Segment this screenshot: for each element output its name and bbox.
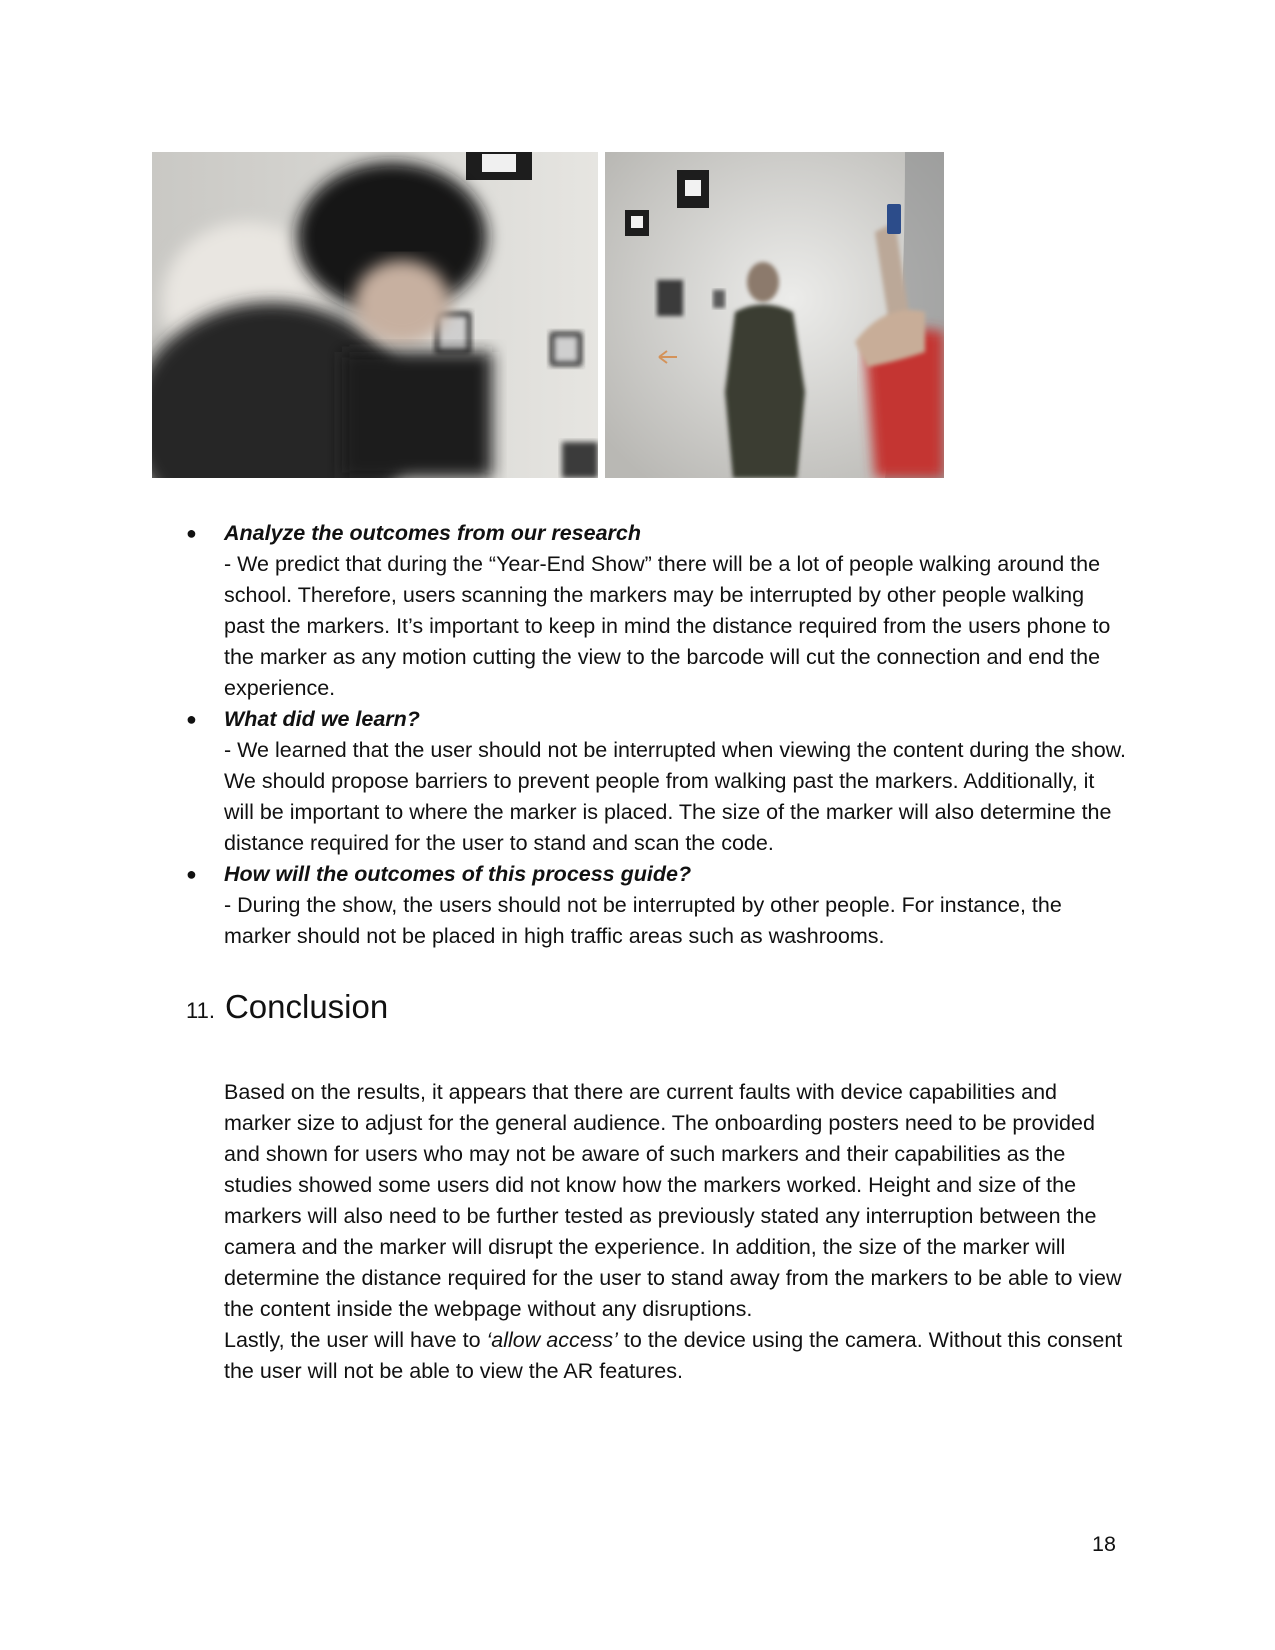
square-marker — [625, 210, 649, 236]
photo-left-illustration — [152, 152, 598, 478]
qr-marker — [657, 280, 683, 316]
list-item — [186, 859, 1126, 952]
bullet-title: What did we learn? — [224, 707, 420, 731]
section-number: 11. — [186, 998, 215, 1023]
bullet-icon: ● — [186, 523, 197, 543]
bullet-title: How will the outcomes of this process guide? — [224, 862, 692, 886]
conclusion-text — [224, 1077, 1129, 1387]
conclusion-text-run: Lastly, the user will have to — [224, 1328, 487, 1352]
bullet-body: - During the show, the users should not be interrupted by other people. For instance, the marker should not be placed in high traffic areas such as washrooms. — [224, 893, 1062, 948]
bullet-title: Analyze the outcomes from our research — [224, 521, 641, 545]
qr-marker — [713, 290, 725, 308]
list-item — [186, 704, 1126, 859]
section-title: Conclusion — [224, 988, 389, 1025]
photo-right-illustration — [605, 152, 944, 478]
bullet-icon: ● — [186, 709, 197, 729]
conclusion-text-run: to the device using the camera. Without this consent the user will not be able to view the AR features. — [224, 1328, 1123, 1383]
bullet-body: - We predict that during the “Year-End Show” there will be a lot of people walking around the school. Therefore, users scanning the markers may be interrupted by other people walking past the markers. It’s important to keep in mind the distance required from the users phone to the marker as any motion cutting the view to the barcode will cut the connection and end the experience. — [224, 552, 1111, 700]
allow-access-emphasis: ‘allow access’ — [486, 1328, 618, 1352]
conclusion-paragraph — [224, 1325, 1129, 1387]
section-heading — [186, 988, 388, 1026]
photo-person-walking-past-markers — [152, 152, 598, 478]
photo-users-scanning-markers — [605, 152, 944, 478]
page-number: 18 — [1092, 1532, 1116, 1556]
conclusion-paragraph: Based on the results, it appears that there are current faults with device capabilities and marker size to adjust for the general audience. The onboarding posters need to be provided and shown for users who may not be aware of such markers and their capabilities as the studies showed some users did not know how the markers worked. Height and size of the markers will also need to be further tested as previously stated any interruption between the camera and the marker will disrupt the experience. In addition, the size of the marker will determine the distance required for the user to stand away from the markers to be able to view the content inside the webpage without any disruptions. — [224, 1080, 1122, 1321]
square-marker — [677, 170, 709, 208]
bullet-icon: ● — [186, 864, 197, 884]
list-item — [186, 518, 1126, 704]
bullet-body: - We learned that the user should not be interrupted when viewing the content during the show. We should propose barriers to prevent people from walking past the markers. Additionally, it will be important to where the marker is placed. The size of the marker will also determine the distance required for the user to stand and scan the code. — [224, 738, 1126, 855]
findings-list — [186, 518, 1126, 952]
qr-marker — [550, 332, 582, 366]
photo-strip — [152, 152, 944, 478]
